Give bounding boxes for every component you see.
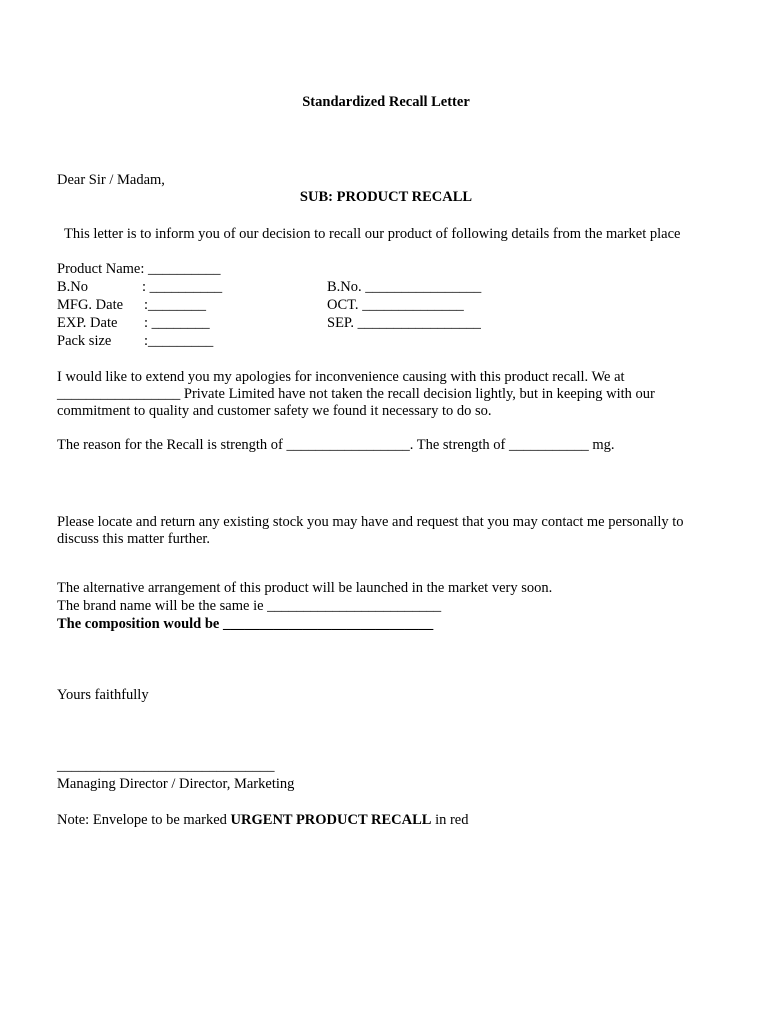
batch-number-right-blank: ________________ xyxy=(361,279,482,295)
sep-label: SEP. xyxy=(327,315,355,331)
note-suffix: in red xyxy=(431,812,469,828)
salutation: Dear Sir / Madam, xyxy=(57,172,165,188)
batch-number-label: B.No xyxy=(57,279,89,295)
composition-line: The composition would be _____________________________ xyxy=(57,616,434,632)
batch-number-field xyxy=(57,279,222,296)
batch-number-right-label: B.No. xyxy=(327,279,362,295)
mfg-date-field xyxy=(57,297,206,314)
sep-blank: _________________ xyxy=(354,315,481,331)
alternative-arrangement-line: The alternative arrangement of this product will be launched in the market very soon. xyxy=(57,580,553,596)
return-request-paragraph: Please locate and return any existing stock you may have and request that you may contact me personally to discuss this matter further. xyxy=(57,514,684,547)
product-name-label: Product Name: xyxy=(57,261,145,277)
oct-label: OCT. xyxy=(327,297,359,313)
letter-title: Standardized Recall Letter xyxy=(302,94,470,110)
exp-date-field xyxy=(57,315,210,332)
oct-field xyxy=(327,297,464,314)
pack-size-label: Pack size xyxy=(57,333,112,349)
apology-paragraph: I would like to extend you my apologies for inconvenience causing with this product recall. We at _________________ Private Limited have not taken the recall decision lightly, but in keeping with our commitment to quality and customer safety we found it necessary to do so. xyxy=(57,369,655,419)
subject-line: SUB: PRODUCT RECALL xyxy=(299,189,473,205)
mfg-date-blank: :________ xyxy=(144,297,207,313)
sep-field xyxy=(327,315,481,332)
exp-date-label: EXP. Date xyxy=(57,315,118,331)
product-name-blank: __________ xyxy=(144,261,221,277)
brand-name-line: The brand name will be the same ie ________________________ xyxy=(57,598,442,614)
envelope-note xyxy=(57,812,468,829)
note-emphasis: URGENT PRODUCT RECALL xyxy=(230,812,432,828)
batch-number-blank: : __________ xyxy=(142,279,223,295)
exp-date-blank: : ________ xyxy=(144,315,210,331)
oct-blank: ______________ xyxy=(358,297,464,313)
signatory-title: Managing Director / Director, Marketing xyxy=(57,776,295,792)
pack-size-field xyxy=(57,333,213,350)
recall-reason: The reason for the Recall is strength of _________________. The strength of ___________ mg. xyxy=(57,437,615,453)
mfg-date-label: MFG. Date xyxy=(57,297,124,313)
note-prefix: Note: Envelope to be marked xyxy=(57,812,231,828)
intro-paragraph: This letter is to inform you of our decision to recall our product of following details from the market place xyxy=(64,226,681,242)
signature-line: ______________________________ xyxy=(57,758,275,774)
closing: Yours faithfully xyxy=(57,687,149,703)
product-name-field xyxy=(57,261,221,278)
batch-number-right-field xyxy=(327,279,481,296)
pack-size-blank: :_________ xyxy=(144,333,214,349)
